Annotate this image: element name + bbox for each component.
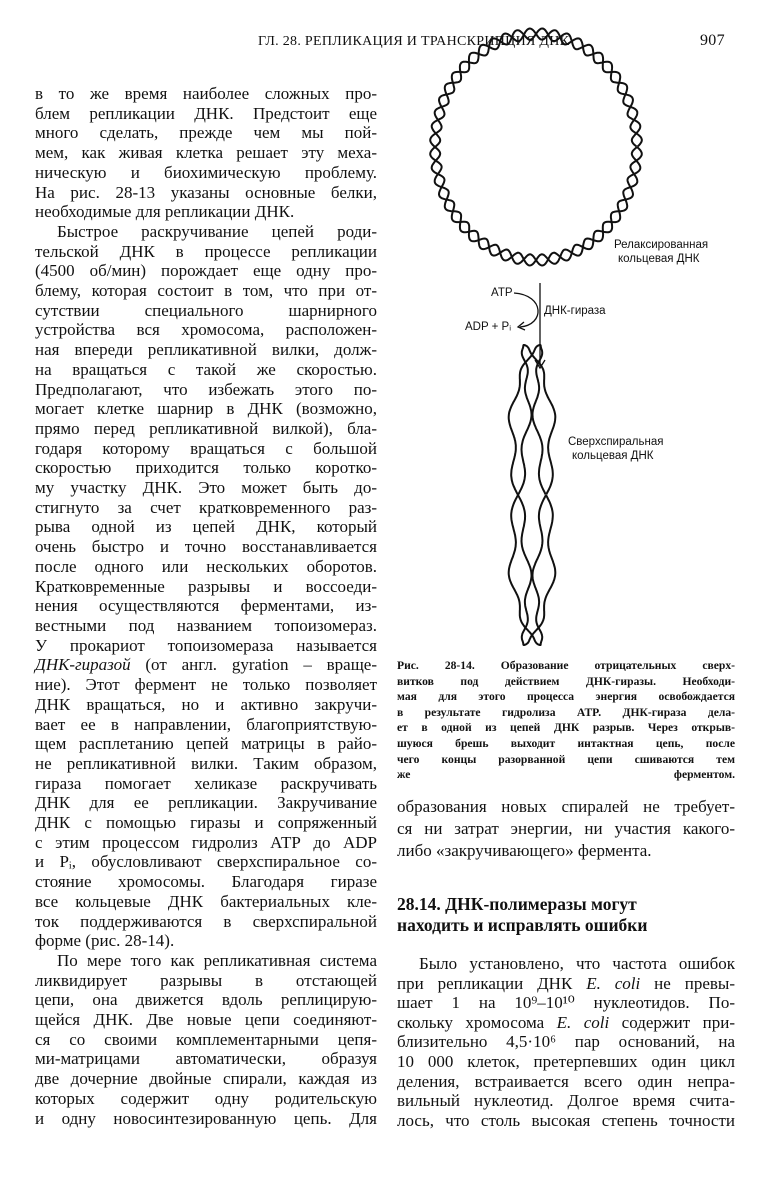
text-line: шуюся брешь выходит интактная цепь, после <box>397 736 735 750</box>
text-segment: при репликации ДНК <box>397 973 587 993</box>
text-line: тельской ДНК в процессе репликации <box>35 241 377 261</box>
text-line: на вращаться с такой же скоростью. <box>35 359 377 379</box>
text-line: образования новых спиралей не требует- <box>397 797 735 816</box>
text-line <box>397 974 735 994</box>
text-line: мая для этого процесса энергия освобождается <box>397 690 735 704</box>
label-atp: ATP <box>491 287 513 299</box>
text-line: щейся ДНК. Две новые цепи соединяют- <box>35 1010 377 1030</box>
text-line: мем, как живая клетка решает эту меха- <box>35 143 377 163</box>
text-line <box>397 1013 735 1033</box>
text-line: в то же время наиболее сложных про- <box>35 84 377 103</box>
page-number: 907 <box>700 32 725 49</box>
text-line: которых содержит одну родительскую <box>35 1088 377 1108</box>
text-line: сутствии специального шарнирного <box>35 300 377 320</box>
text-line: вестными под названием топоизомераз. <box>35 615 377 635</box>
text-line: стигнуто за счет кратковременного раз- <box>35 497 377 517</box>
text-line: шает 1 на 10⁹–10¹⁰ нуклеотидов. По- <box>397 993 735 1013</box>
text-line: витков под действием ДНК-гиразы. Необходи- <box>397 674 735 688</box>
italic-text: ДНК-гиразой <box>35 655 131 675</box>
label-supercoiled-dna: Сверхспиральная кольцевая ДНК <box>568 436 664 462</box>
text-line: му участку ДНК. Это может быть до- <box>35 478 377 498</box>
text-line: форме (рис. 28-14). <box>35 931 175 951</box>
text-line: после одного или нескольких оборотов. <box>35 556 377 576</box>
text-line: ДНК вращаться, но и активно закручи- <box>35 694 377 714</box>
text-line: По мере того как репликативная система <box>57 950 377 970</box>
text-line: (4500 об/мин) порождает еще одну про- <box>35 261 377 281</box>
supercoil-strand-2 <box>509 345 556 645</box>
text-line: ет в одной из цепей ДНК разрыв. Через открыв- <box>397 721 735 735</box>
text-line: У прокариот топоизомераза называется <box>35 635 377 655</box>
right-continuation-text <box>397 796 735 862</box>
running-title: ГЛ. 28. РЕПЛИКАЦИЯ И ТРАНСКРИПЦИЯ ДНК <box>258 34 570 49</box>
text-line: Быстрое раскручивание цепей роди- <box>57 221 377 241</box>
text-line: цепи, она движется вдоль реплицирую- <box>35 990 377 1010</box>
section-heading <box>397 894 735 936</box>
text-line: очень быстро и точно восстанавливается <box>35 537 377 557</box>
text-line: скоростью приходится только коротко- <box>35 458 377 478</box>
heading-line: 28.14. ДНК-полимеразы могут <box>397 894 637 914</box>
text-line: ся ни затрат энергии, ни участия какого- <box>397 819 735 838</box>
text-line: Кратковременные разрывы и воссоеди- <box>35 576 377 596</box>
text-line: все кольцевые ДНК бактериальных кле- <box>35 891 377 911</box>
text-line: гираза помогает хеликазе раскручивать <box>35 773 377 793</box>
text-line: же ферментом. <box>397 768 735 782</box>
atp-curve-arrow <box>514 293 538 327</box>
text-line: годаря которому вращаться с большой <box>35 438 377 458</box>
text-line: ДНК для ее репликации. Закручивание <box>35 793 377 813</box>
text-line: деления, встраивается всего один непра- <box>397 1071 735 1091</box>
text-line: ми-матрицами автоматически, образуя <box>35 1049 377 1069</box>
text-line: Рис. 28-14. Образование отрицательных сверх- <box>397 659 735 672</box>
text-line: рыва одной из цепей ДНК, который <box>35 517 377 537</box>
text-line: прямо перед репликативной вилкой), бла- <box>35 418 377 438</box>
text-line: вает ее в направлении, благоприятствую- <box>35 714 377 734</box>
text-line: ние). Этот фермент не только позволяет <box>35 675 377 695</box>
relaxed-circular-dna-drawing <box>430 29 642 266</box>
text-line: могает клетке шарнир в ДНК (возможно, <box>35 399 377 419</box>
text-line: устройства вся хромосома, расположен- <box>35 320 377 340</box>
text-line: чего концы разорванной цепи сшиваются тем <box>397 752 735 766</box>
text-line: либо «закручивающего» фермента. <box>397 841 652 860</box>
label-dna-gyrase: ДНК-гираза <box>544 305 606 317</box>
text-line: лось, что столь высокая степень точности <box>397 1110 735 1130</box>
text-line: Предполагают, что избежать этого по- <box>35 379 377 399</box>
supercoil-strand-1 <box>509 345 556 645</box>
text-line: не репликативной вилки. Таким образом, <box>35 753 377 773</box>
text-line: нения осуществляются ферментами, из- <box>35 596 377 616</box>
text-line: много сделать, прежде чем мы пой- <box>35 123 377 143</box>
text-line: в результате гидролиза ATP. ДНК-гираза дела- <box>397 705 735 719</box>
text-line: с этим процессом гидролиз АТР до ADP <box>35 832 377 852</box>
text-line: ДНК с помощью гиразы и сопряженный <box>35 813 377 833</box>
text-segment: содержит при- <box>609 1012 735 1032</box>
right-paragraph <box>397 954 735 1130</box>
text-line: блему, которая состоит в том, что при от- <box>35 281 377 301</box>
italic-text: E. coli <box>556 1012 610 1032</box>
text-line: две дочерние двойные спирали, каждая из <box>35 1069 377 1089</box>
text-line: ликвидирует разрывы в отстающей <box>35 970 377 990</box>
dna-strand-1 <box>430 29 642 266</box>
supercoiled-dna-drawing <box>509 345 556 645</box>
text-line: блем репликации ДНК. Предстоит еще <box>35 103 377 123</box>
text-line: необходимые для репликации ДНК. <box>35 202 295 222</box>
heading-line: находить и исправлять ошибки <box>397 915 648 935</box>
text-segment: (от англ. gyration – враще- <box>130 655 377 675</box>
dna-strand-2 <box>430 29 642 266</box>
figure-caption <box>397 658 735 783</box>
text-line: ся со своими комплементарными цепя- <box>35 1029 377 1049</box>
text-line: близительно 4,5·10⁶ пар оснований, на <box>397 1032 735 1052</box>
text-segment: скольку хромосома <box>397 1012 557 1032</box>
text-line: ток поддерживаются в сверхспиральной <box>35 911 377 931</box>
text-line: вильный нуклеотид. Долгое время счита- <box>397 1091 735 1111</box>
text-line: 10 000 клеток, претерпевших один цикл <box>397 1051 735 1071</box>
text-line: На рис. 28-13 указаны основные белки, <box>35 182 377 202</box>
text-line: Было установлено, что частота ошибок <box>419 954 735 973</box>
text-segment: не превы- <box>640 973 735 993</box>
text-line: щем расплетанию цепей матрицы в райо- <box>35 734 377 754</box>
text-line: ническую и биохимическую проблему. <box>35 162 377 182</box>
label-adp-pi: ADP + Pᵢ <box>465 321 512 333</box>
text-line: ная впереди репликативной вилки, долж- <box>35 340 377 360</box>
label-relaxed-dna: Релаксированная кольцевая ДНК <box>614 239 709 265</box>
text-line: и Pᵢ, обусловливают сверхспиральное со- <box>35 852 377 872</box>
italic-text: E. coli <box>586 973 641 993</box>
text-line: стояние хромосомы. Благодаря гиразе <box>35 872 377 892</box>
text-line: и одну новосинтезированную цепь. Для <box>35 1108 377 1128</box>
